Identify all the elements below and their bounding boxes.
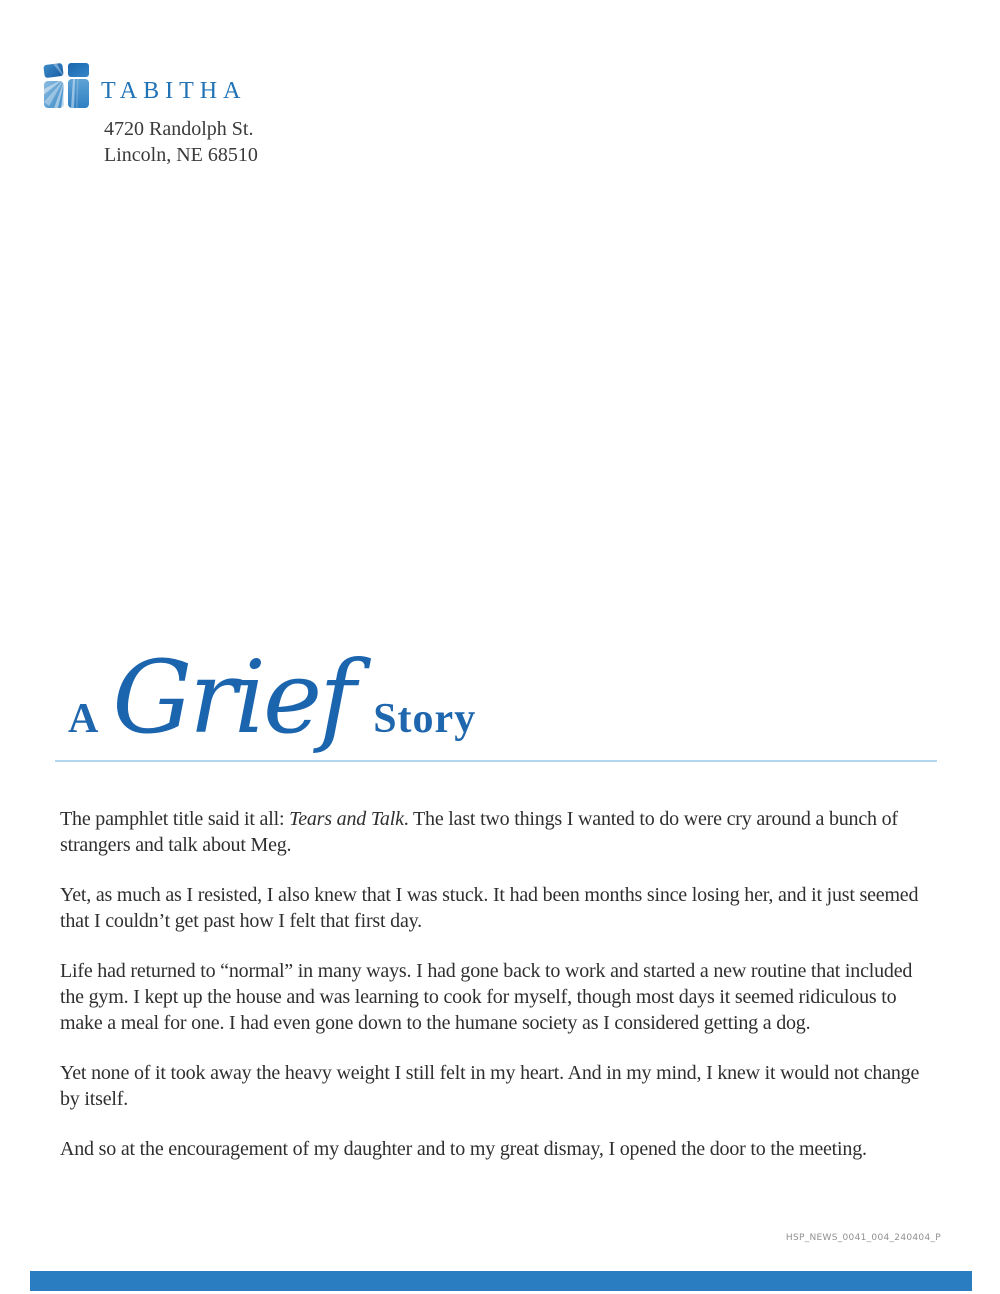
address-line-2: Lincoln, NE 68510 xyxy=(104,144,258,166)
title-word-story: Story xyxy=(373,696,477,742)
document-code: HSP_NEWS_0041_004_240404_P xyxy=(785,1233,941,1243)
paragraph-3: Life had returned to “normal” in many ways. I had gone back to work and started a new routine that included the gym. I kept up the house and was learning to cook for myself, though most days it seemed ridiculous to make a meal for one. I had even gone down to the humane society as I considered getting a dog. xyxy=(60,960,913,1034)
title-underline-rule xyxy=(55,760,937,762)
paragraph-1-post: . The last two things I wanted to do were cry around a bunch of strangers and talk about Meg. xyxy=(60,808,898,856)
paragraph-1 xyxy=(60,806,938,858)
tabitha-logo-icon xyxy=(40,60,96,116)
paragraph-2: Yet, as much as I resisted, I also knew that I was stuck. It had been months since losing her, and it just seemed that I couldn’t get past how I felt that first day. xyxy=(60,884,919,932)
paragraph-1-pamphlet-title: Tears and Talk xyxy=(289,808,404,830)
address-block xyxy=(104,116,258,168)
paragraph-5: And so at the encouragement of my daughter and to my great dismay, I opened the door to the meeting. xyxy=(60,1138,867,1160)
paragraph-4: Yet none of it took away the heavy weight I still felt in my heart. And in my mind, I knew it would not change by itself. xyxy=(60,1062,920,1110)
footer-accent-bar xyxy=(30,1271,972,1291)
title-word-grief: Grief xyxy=(112,639,354,756)
paragraph-1-pre: The pamphlet title said it all: xyxy=(60,808,290,830)
address-line-1: 4720 Randolph St. xyxy=(104,118,254,140)
page-title xyxy=(68,639,477,756)
title-word-a: A xyxy=(68,696,99,742)
article-body xyxy=(60,806,938,1186)
logo-wordmark: TABITHA xyxy=(101,78,247,104)
